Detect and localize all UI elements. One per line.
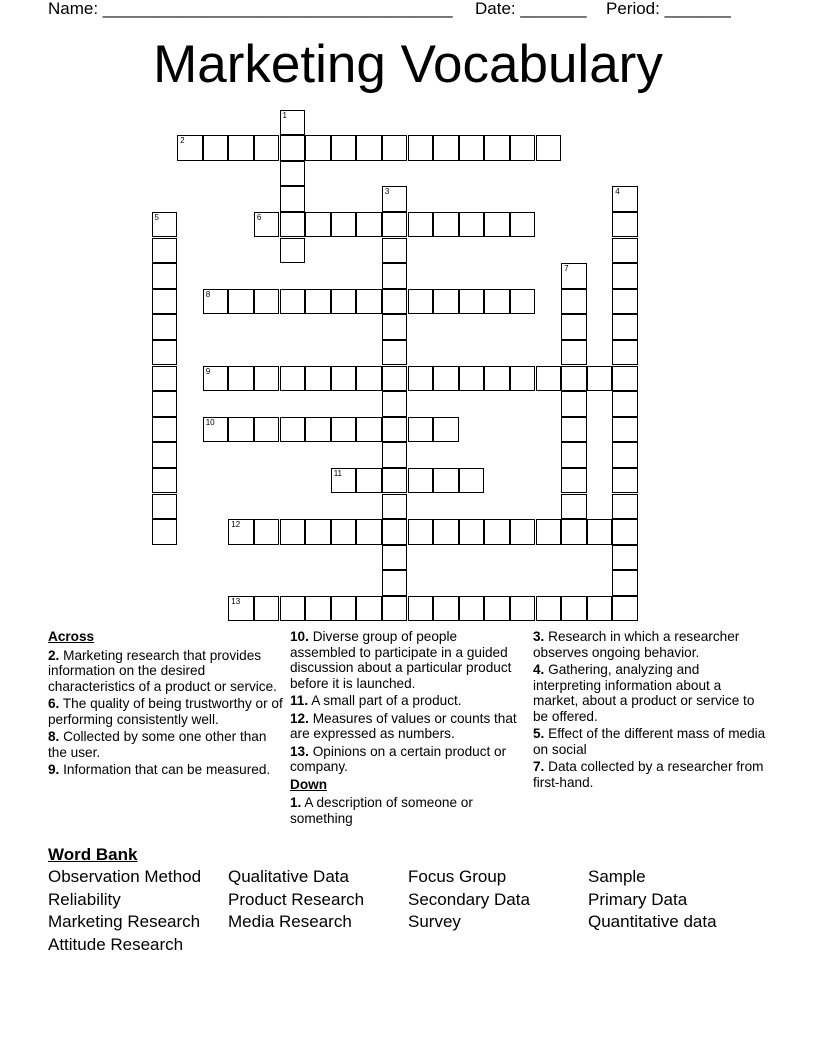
word-bank-item: Sample — [588, 867, 646, 886]
crossword-cell[interactable] — [382, 468, 408, 494]
crossword-cell[interactable] — [612, 519, 638, 545]
crossword-cell[interactable] — [612, 186, 638, 212]
crossword-cell[interactable] — [433, 596, 459, 622]
crossword-cell[interactable] — [561, 391, 587, 417]
crossword-cell[interactable] — [561, 417, 587, 443]
crossword-cell[interactable] — [382, 340, 408, 366]
crossword-cell[interactable] — [152, 263, 178, 289]
crossword-cell[interactable] — [484, 212, 510, 238]
crossword-cell[interactable] — [484, 135, 510, 161]
crossword-cell[interactable] — [459, 519, 485, 545]
clue-across — [290, 711, 526, 742]
crossword-cell[interactable] — [536, 519, 562, 545]
crossword-cell[interactable] — [382, 570, 408, 596]
crossword-cell[interactable] — [254, 366, 280, 392]
crossword-cell[interactable] — [152, 238, 178, 264]
crossword-cell[interactable] — [280, 161, 306, 187]
crossword-cell[interactable] — [203, 366, 229, 392]
crossword-cell[interactable] — [382, 494, 408, 520]
crossword-cell[interactable] — [561, 314, 587, 340]
clue-text: Gathering, analyzing and interpreting information about a market, about a product or service to be offered. — [533, 662, 755, 724]
crossword-cell[interactable] — [382, 238, 408, 264]
crossword-cell[interactable] — [228, 135, 254, 161]
clue-text: A description of someone or something — [290, 795, 473, 826]
crossword-cell[interactable] — [484, 596, 510, 622]
clue-number-label: 4. — [533, 662, 545, 677]
crossword-cell[interactable] — [305, 417, 331, 443]
clue-number: 2 — [180, 136, 185, 146]
crossword-cell[interactable] — [203, 289, 229, 315]
crossword-cell[interactable] — [536, 135, 562, 161]
clue-number: 12 — [231, 520, 241, 530]
clue-down — [533, 726, 769, 757]
crossword-cell[interactable] — [510, 212, 536, 238]
crossword-cell[interactable] — [152, 212, 178, 238]
crossword-cell[interactable] — [484, 366, 510, 392]
crossword-cell[interactable] — [382, 417, 408, 443]
crossword-cell[interactable] — [382, 263, 408, 289]
crossword-cell[interactable] — [152, 519, 178, 545]
crossword-cell[interactable] — [356, 417, 382, 443]
crossword-cell[interactable] — [408, 289, 434, 315]
crossword-cell[interactable] — [356, 366, 382, 392]
crossword-cell[interactable] — [280, 596, 306, 622]
clue-number: 9 — [205, 366, 211, 376]
clue-text: Research in which a researcher observes ongoing behavior. — [533, 629, 740, 660]
crossword-cell[interactable] — [203, 417, 229, 443]
crossword-cell[interactable] — [561, 596, 587, 622]
crossword-cell[interactable] — [382, 596, 408, 622]
crossword-cell[interactable] — [254, 135, 280, 161]
crossword-cell[interactable] — [612, 366, 638, 392]
crossword-cell[interactable] — [152, 442, 178, 468]
crossword-cell[interactable] — [152, 391, 178, 417]
clue-across — [48, 729, 284, 760]
word-bank-item: Focus Group — [408, 867, 507, 886]
clue-number-label: 10. — [290, 629, 309, 644]
clue-text: Marketing research that provides information on the desired characteristics of a product or service. — [48, 647, 277, 694]
clue-across — [48, 696, 284, 727]
crossword-cell[interactable] — [228, 289, 254, 315]
clue-number: 11 — [333, 468, 342, 478]
crossword-cell[interactable] — [612, 263, 638, 289]
crossword-cell[interactable] — [280, 186, 306, 212]
crossword-cell[interactable] — [612, 238, 638, 264]
crossword-cell[interactable] — [408, 519, 434, 545]
crossword-cell[interactable] — [356, 468, 382, 494]
clue-down — [533, 662, 769, 724]
clue-number-label: 6. — [48, 696, 60, 711]
crossword-cell[interactable] — [612, 340, 638, 366]
crossword-cell[interactable] — [254, 596, 280, 622]
crossword-cell[interactable] — [152, 366, 178, 392]
crossword-cell[interactable] — [382, 212, 408, 238]
crossword-cell[interactable] — [305, 596, 331, 622]
word-bank-title: Word Bank — [48, 845, 138, 864]
clue-text: Information that can be measured. — [63, 762, 271, 777]
crossword-cell[interactable] — [561, 442, 587, 468]
crossword-cell[interactable] — [612, 442, 638, 468]
clue-across — [290, 693, 526, 709]
crossword-cell[interactable] — [612, 289, 638, 315]
crossword-cell[interactable] — [331, 596, 357, 622]
word-bank-item: Reliability — [48, 889, 121, 909]
crossword-cell[interactable] — [561, 468, 587, 494]
crossword-cell[interactable] — [382, 391, 408, 417]
crossword-cell[interactable] — [331, 135, 357, 161]
crossword-cell[interactable] — [612, 494, 638, 520]
crossword-cell[interactable] — [382, 545, 408, 571]
crossword-cell[interactable] — [561, 519, 587, 545]
crossword-cell[interactable] — [331, 212, 357, 238]
crossword-cell[interactable] — [459, 289, 485, 315]
crossword-cell[interactable] — [280, 519, 306, 545]
word-bank-item: Attitude Research — [48, 934, 184, 954]
date-field[interactable]: Date: _______ — [475, 0, 587, 18]
clue-number: 13 — [231, 596, 241, 606]
clue-number-label: 13. — [290, 743, 309, 759]
clue-number-label: 8. — [48, 729, 60, 744]
crossword-cell[interactable] — [536, 596, 562, 622]
clue-across — [290, 629, 526, 691]
crossword-cell[interactable] — [228, 366, 254, 392]
crossword-cell[interactable] — [536, 366, 562, 392]
crossword-cell[interactable] — [612, 212, 638, 238]
word-bank-item: Primary Data — [588, 889, 688, 909]
crossword-cell[interactable] — [305, 289, 331, 315]
crossword-cell[interactable] — [561, 289, 587, 315]
crossword-cell[interactable] — [459, 596, 485, 622]
crossword-cell[interactable] — [510, 289, 536, 315]
crossword-cell[interactable] — [152, 340, 178, 366]
crossword-cell[interactable] — [280, 110, 306, 136]
clue-text: Diverse group of people assembled to participate in a guided discussion about a particular product before it is launched. — [290, 629, 512, 691]
crossword-cell[interactable] — [177, 135, 203, 161]
crossword-cell[interactable] — [152, 314, 178, 340]
crossword-cell[interactable] — [331, 417, 357, 443]
crossword-cell[interactable] — [254, 417, 280, 443]
crossword-cell[interactable] — [459, 135, 485, 161]
crossword-cell[interactable] — [433, 468, 459, 494]
crossword-cell[interactable] — [408, 135, 434, 161]
clue-number-label: 2. — [48, 647, 60, 663]
crossword-cell[interactable] — [510, 135, 536, 161]
crossword-cell[interactable] — [356, 135, 382, 161]
crossword-cell[interactable] — [459, 468, 485, 494]
crossword-cell[interactable] — [433, 417, 459, 443]
crossword-cell[interactable] — [408, 366, 434, 392]
crossword-cell[interactable] — [305, 366, 331, 392]
crossword-cell[interactable] — [331, 366, 357, 392]
crossword-cell[interactable] — [305, 519, 331, 545]
crossword-cell[interactable] — [382, 442, 408, 468]
crossword-cell[interactable] — [382, 366, 408, 392]
clue-number: 7 — [564, 264, 569, 274]
clue-heading: Across — [48, 629, 95, 644]
crossword-cell[interactable] — [587, 596, 613, 622]
crossword-cell[interactable] — [331, 468, 357, 494]
clue-number-label: 5. — [533, 726, 545, 741]
clue-number-label: 1. — [290, 795, 302, 810]
word-bank-item: Product Research — [228, 889, 365, 909]
crossword-cell[interactable] — [408, 212, 434, 238]
crossword-cell[interactable] — [152, 494, 178, 520]
crossword-cell[interactable] — [612, 314, 638, 340]
crossword-cell[interactable] — [331, 289, 357, 315]
crossword-cell[interactable] — [356, 212, 382, 238]
crossword-cell[interactable] — [612, 545, 638, 571]
page-title: Marketing Vocabulary — [153, 35, 663, 94]
crossword-cell[interactable] — [152, 289, 178, 315]
clue-number-label: 12. — [290, 710, 309, 726]
clue-number-label: 9. — [48, 762, 60, 777]
name-field[interactable]: Name: _____________________________________ — [48, 0, 453, 18]
crossword-cell[interactable] — [408, 417, 434, 443]
crossword-cell[interactable] — [433, 212, 459, 238]
clue-text: The quality of being trustworthy or of performing consistently well. — [48, 696, 283, 727]
crossword-cell[interactable] — [228, 417, 254, 443]
clue-number: 8 — [205, 289, 211, 299]
clue-heading: Down — [290, 776, 327, 792]
crossword-cell[interactable] — [152, 468, 178, 494]
clue-number: 4 — [615, 187, 620, 197]
crossword-cell[interactable] — [254, 212, 280, 238]
clue-number: 6 — [256, 212, 262, 222]
word-bank-item: Secondary Data — [408, 889, 530, 909]
crossword-cell[interactable] — [382, 186, 408, 212]
clues-column-3 — [533, 629, 769, 792]
crossword-cell[interactable] — [561, 263, 587, 289]
crossword-cell[interactable] — [587, 519, 613, 545]
crossword-cell[interactable] — [510, 366, 536, 392]
crossword-cell[interactable] — [331, 519, 357, 545]
crossword-cell[interactable] — [587, 366, 613, 392]
clue-text: Data collected by a researcher from first-hand. — [533, 759, 764, 790]
crossword-cell[interactable] — [433, 366, 459, 392]
word-bank-item: Quantitative data — [588, 912, 717, 932]
crossword-cell[interactable] — [382, 135, 408, 161]
clue-number: 10 — [205, 417, 215, 427]
crossword-cell[interactable] — [433, 135, 459, 161]
word-bank-item: Observation Method — [48, 867, 202, 886]
clue-across — [48, 762, 284, 778]
crossword-cell[interactable] — [612, 391, 638, 417]
clue-number-label: 7. — [533, 759, 545, 774]
word-bank-item: Qualitative Data — [228, 867, 349, 886]
clue-down — [533, 629, 769, 660]
crossword-cell[interactable] — [382, 289, 408, 315]
word-bank-item: Survey — [408, 912, 461, 932]
crossword-cell[interactable] — [280, 289, 306, 315]
crossword-cell[interactable] — [484, 519, 510, 545]
clue-text: Collected by some one other than the user. — [48, 729, 267, 760]
clue-text: Opinions on a certain product or company. — [290, 743, 507, 774]
period-field[interactable]: Period: _______ — [606, 0, 731, 18]
crossword-cell[interactable] — [408, 468, 434, 494]
clue-text: Effect of the different mass of media on social — [533, 726, 766, 757]
clue-text: Measures of values or counts that are expressed as numbers. — [290, 710, 517, 741]
crossword-cell[interactable] — [561, 494, 587, 520]
clue-number: 3 — [384, 187, 390, 197]
crossword-cell[interactable] — [305, 212, 331, 238]
crossword-cell[interactable] — [356, 289, 382, 315]
crossword-cell[interactable] — [510, 519, 536, 545]
crossword-cell[interactable] — [433, 519, 459, 545]
word-bank-item: Marketing Research — [48, 912, 201, 932]
crossword-cell[interactable] — [152, 417, 178, 443]
crossword-cell[interactable] — [356, 596, 382, 622]
crossword-cell[interactable] — [280, 417, 306, 443]
crossword-cell[interactable] — [612, 417, 638, 443]
crossword-cell[interactable] — [254, 519, 280, 545]
crossword-cell[interactable] — [356, 519, 382, 545]
crossword-cell[interactable] — [612, 468, 638, 494]
crossword-cell[interactable] — [280, 212, 306, 238]
clue-number-label: 11. — [290, 693, 309, 708]
clues-column-1 — [48, 629, 284, 780]
clue-down — [290, 795, 526, 826]
crossword-cell[interactable] — [382, 314, 408, 340]
crossword-cell[interactable] — [612, 596, 638, 622]
word-bank-item: Media Research — [228, 912, 352, 932]
crossword-cell[interactable] — [510, 596, 536, 622]
clue-across — [48, 648, 284, 695]
crossword-cell[interactable] — [408, 596, 434, 622]
crossword-cell[interactable] — [612, 570, 638, 596]
crossword-cell[interactable] — [459, 366, 485, 392]
clue-number: 5 — [154, 212, 159, 222]
crossword-cell[interactable] — [459, 212, 485, 238]
clue-down — [533, 759, 769, 790]
clue-across — [290, 744, 526, 775]
crossword-cell[interactable] — [228, 519, 254, 545]
clue-number: 1 — [282, 110, 287, 120]
crossword-cell[interactable] — [203, 135, 229, 161]
crossword-cell[interactable] — [280, 135, 306, 161]
clue-number-label: 3. — [533, 629, 545, 644]
crossword-cell[interactable] — [561, 340, 587, 366]
crossword-cell[interactable] — [280, 366, 306, 392]
crossword-cell[interactable] — [382, 519, 408, 545]
crossword-cell[interactable] — [228, 596, 254, 622]
crossword-cell[interactable] — [433, 289, 459, 315]
crossword-cell[interactable] — [254, 289, 280, 315]
clues-column-2 — [290, 629, 526, 828]
crossword-cell[interactable] — [484, 289, 510, 315]
crossword-cell[interactable] — [305, 135, 331, 161]
crossword-cell[interactable] — [280, 238, 306, 264]
crossword-cell[interactable] — [561, 366, 587, 392]
clue-text: A small part of a product. — [311, 693, 462, 708]
